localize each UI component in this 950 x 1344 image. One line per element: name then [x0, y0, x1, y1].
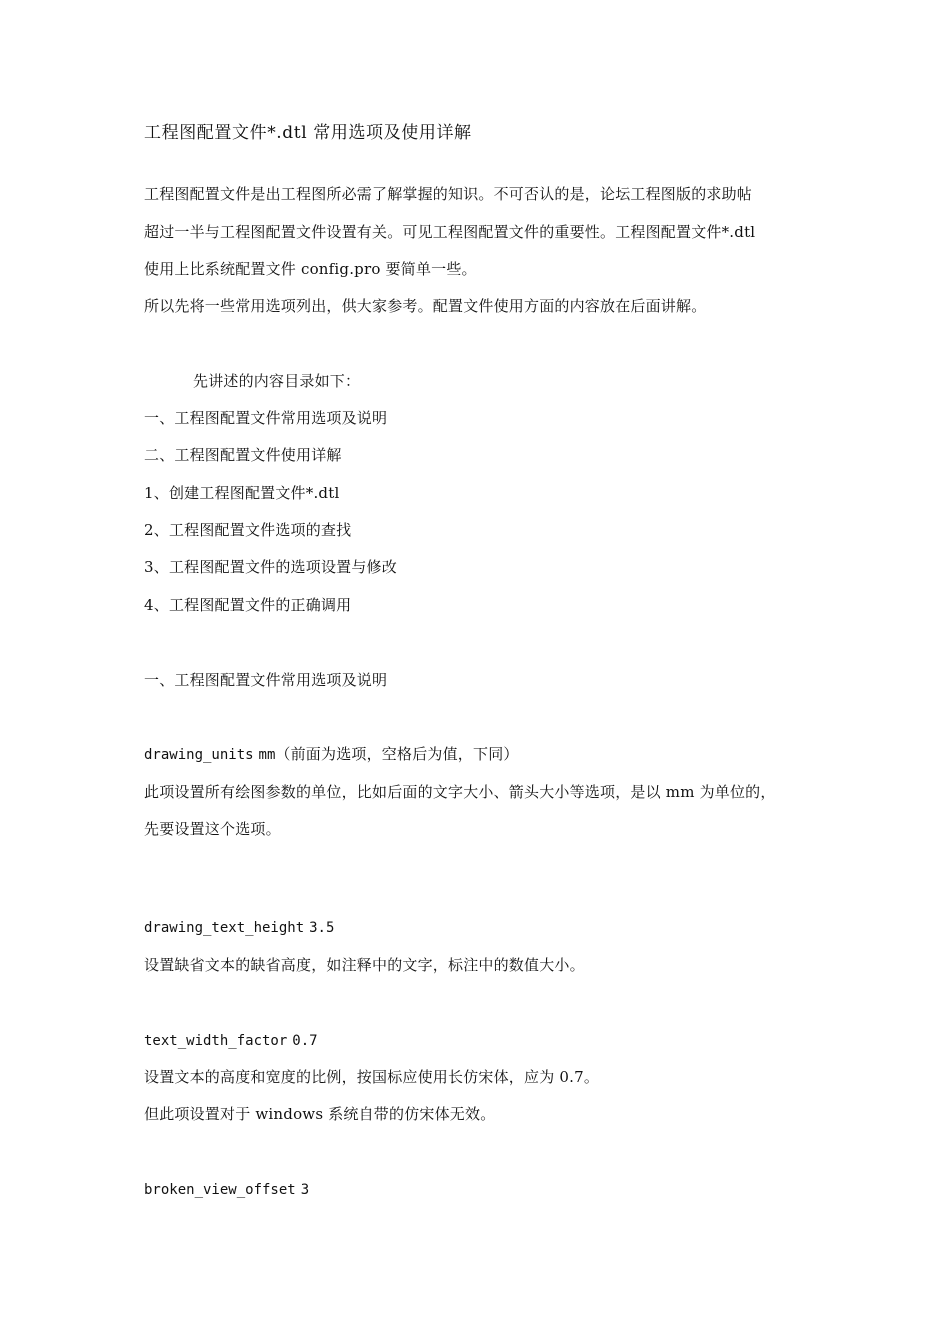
option-description: 但此项设置对于 windows 系统自带的仿宋体无效。 — [144, 1105, 496, 1123]
document-title: 工程图配置文件*.dtl 常用选项及使用详解 — [144, 123, 472, 143]
option-line-drawing-text-height — [144, 917, 334, 938]
option-note: （前面为选项，空格后为值，下同） — [275, 745, 519, 763]
intro-line-3: 使用上比系统配置文件 config.pro 要简单一些。 — [144, 260, 477, 278]
toc-item: 2、工程图配置文件选项的查找 — [144, 521, 352, 539]
toc-item: 一、工程图配置文件常用选项及说明 — [144, 409, 388, 427]
option-value: 3.5 — [309, 920, 335, 936]
option-value: 3 — [300, 1182, 310, 1198]
option-value: 0.7 — [292, 1033, 318, 1049]
option-description: 设置文本的高度和宽度的比例，按国标应使用长仿宋体，应为 0.7。 — [144, 1068, 600, 1086]
option-line-text-width-factor — [144, 1030, 318, 1051]
intro-line-2: 超过一半与工程图配置文件设置有关。可见工程图配置文件的重要性。工程图配置文件*.dtl — [144, 223, 756, 241]
option-name: drawing_text_height — [144, 920, 305, 936]
option-line-broken-view-offset — [144, 1179, 309, 1200]
intro-line-4: 所以先将一些常用选项列出，供大家参考。配置文件使用方面的内容放在后面讲解。 — [144, 297, 707, 315]
option-description: 先要设置这个选项。 — [144, 820, 281, 838]
intro-line-1: 工程图配置文件是出工程图所必需了解掌握的知识。不可否认的是，论坛工程图版的求助帖 — [144, 185, 753, 203]
toc-item: 1、创建工程图配置文件*.dtl — [144, 484, 340, 502]
option-name: text_width_factor — [144, 1033, 288, 1049]
toc-item: 4、工程图配置文件的正确调用 — [144, 596, 352, 614]
toc-intro: 先讲述的内容目录如下： — [193, 372, 361, 390]
section-heading: 一、工程图配置文件常用选项及说明 — [144, 671, 388, 689]
option-name: drawing_units — [144, 747, 254, 763]
toc-item: 3、工程图配置文件的选项设置与修改 — [144, 558, 397, 576]
option-description: 设置缺省文本的缺省高度，如注释中的文字，标注中的数值大小。 — [144, 956, 585, 974]
toc-item: 二、工程图配置文件使用详解 — [144, 446, 342, 464]
option-description: 此项设置所有绘图参数的单位，比如后面的文字大小、箭头大小等选项，是以 mm 为单位的， — [144, 783, 776, 801]
option-line-drawing-units — [144, 744, 519, 765]
option-value: mm — [258, 747, 276, 763]
option-name: broken_view_offset — [144, 1182, 296, 1198]
